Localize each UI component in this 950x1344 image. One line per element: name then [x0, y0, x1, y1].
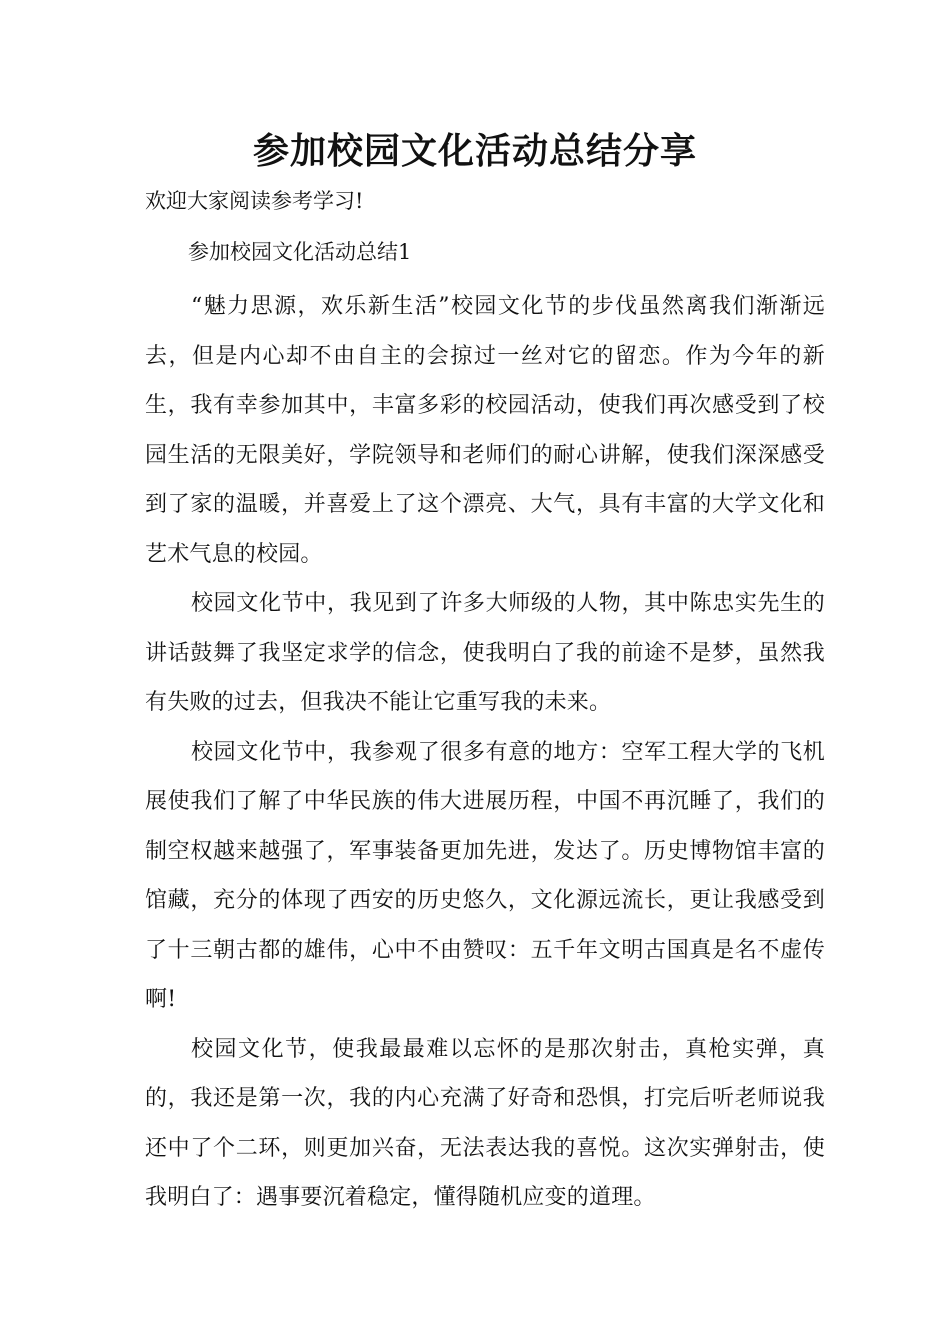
- body-text: [145, 282, 825, 1223]
- paragraph: 校园文化节中，我参观了很多有意的地方：空军工程大学的飞机展使我们了解了中华民族的伟大进展历程，中国不再沉睡了，我们的制空权越来越强了，军事装备更加先进，发达了。历史博物馆丰富的馆藏，充分的体现了西安的历史悠久，文化源远流长，更让我感受到了十三朝古都的雄伟，心中不由赞叹：五千年文明古国真是名不虚传啊!: [145, 739, 825, 1012]
- paragraph: 校园文化节，使我最最难以忘怀的是那次射击，真枪实弹，真的，我还是第一次，我的内心充满了好奇和恐惧，打完后听老师说我还中了个二环，则更加兴奋，无法表达我的喜悦。这次实弹射击，使我明白了：遇事要沉着稳定，懂得随机应变的道理。: [145, 1036, 825, 1210]
- page-title: 参加校园文化活动总结分享: [252, 131, 697, 172]
- intro-line: 欢迎大家阅读参考学习!: [145, 189, 364, 213]
- paragraph: “魅力思源，欢乐新生活”校园文化节的步伐虽然离我们渐渐远去，但是内心却不由自主的会掠过一丝对它的留恋。作为今年的新生，我有幸参加其中，丰富多彩的校园活动，使我们再次感受到了校园生活的无限美好，学院领导和老师们的耐心讲解，使我们深深感受到了家的温暖，并喜爱上了这个漂亮、大气，具有丰富的大学文化和艺术气息的校园。: [145, 294, 825, 567]
- paragraph: 校园文化节中，我见到了许多大师级的人物，其中陈忠实先生的讲话鼓舞了我坚定求学的信念，使我明白了我的前途不是梦，虽然我有失败的过去，但我决不能让它重写我的未来。: [145, 591, 825, 715]
- section-subtitle: 参加校园文化活动总结1: [188, 240, 412, 264]
